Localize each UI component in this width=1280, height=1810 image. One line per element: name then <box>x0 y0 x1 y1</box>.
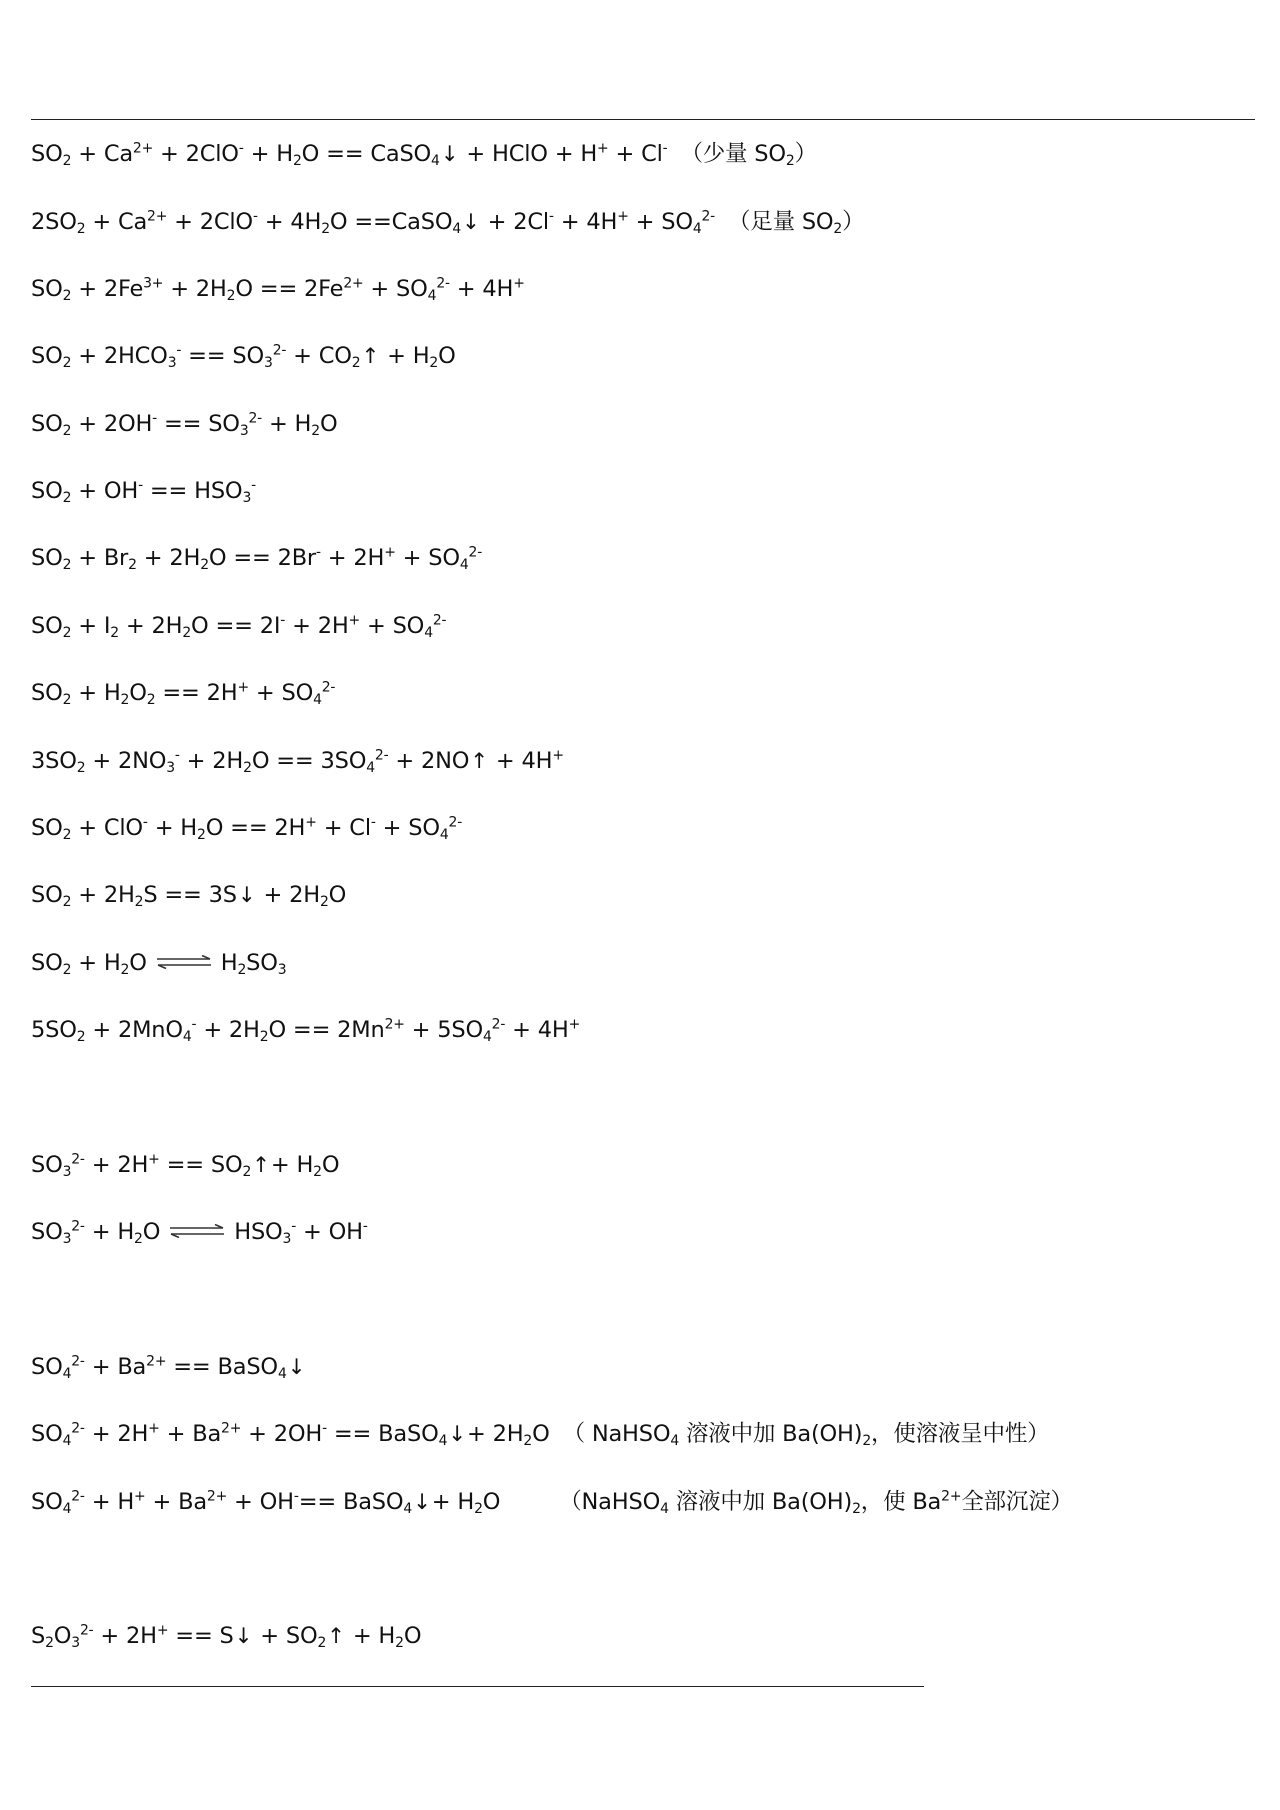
equation-line: $S_2O_3^{2-} + 2H^+$ == S↓ + $SO_2↑ + H_2O$ <box>31 1622 422 1651</box>
equation-line: $SO_2 + Ca^{2+} + 2ClO^- + H_2O$ == CaSO$_4$↓ + HClO + H+ + Cl- （少量 $SO_2$） <box>31 140 817 169</box>
equation-line: $SO_4^{2-} + Ba^{2+}$ == BaSO$_4$↓ <box>31 1353 306 1382</box>
equation-line: $SO_3^{2-} + H_2O$ $HSO_3^- + OH^-$ <box>31 1218 368 1247</box>
equation-line: $5SO_2 + 2MnO_4^- + 2H_2O == 2Mn^{2+} + 5SO_4^{2-} + 4H^+$ <box>31 1016 581 1045</box>
equation-line: $SO_3^{2-} + 2H^+$ == $SO_2↑+ H_2O$ <box>31 1151 340 1180</box>
equation-line: $SO_4^{2-} + H^+ + Ba^{2+} + OH^-==$ BaSO$_4$↓+ $H_2O$ （NaHSO$_4$ 溶液中加 $Ba(OH)_2$，使 $Ba^{2+}$全部沉淀） <box>31 1488 1073 1517</box>
equation-line: $SO_2 + I_2 + 2H_2O == 2I^- + 2H^+ + SO_4^{2-}$ <box>31 612 447 641</box>
equation-line: $SO_2 + Br_2 + 2H_2O == 2Br^- + 2H^+ + SO_4^{2-}$ <box>31 544 483 573</box>
equilibrium-arrow-icon <box>168 1224 226 1238</box>
equation-line: $SO_2 + 2H_2S$ == 3S↓ + $2H_2O$ <box>31 882 347 910</box>
equation-line: $SO_2 + 2HCO_3^- == SO_3^{2-}$ + $CO_2↑ + H_2O$ <box>31 342 456 371</box>
equation-line: $SO_2 + OH^- == HSO_3^-$ <box>31 477 256 506</box>
bottom-rule <box>31 1686 924 1687</box>
equation-line: $SO_2 + ClO^- + H_2O == 2H^+ + Cl^- + SO_4^{2-}$ <box>31 814 463 843</box>
equation-line: $2SO_2 + Ca^{2+} + 2ClO^- + 4H_2O$ ==CaSO$_4$↓ + $2Cl^- + 4H^+ + SO_4^{2-}$ （足量 $SO_2$） <box>31 208 865 237</box>
equation-line: $SO_2 + H_2O$ $H_2SO_3$ <box>31 950 287 978</box>
equation-line: $3SO_2 + 2NO_3^- + 2H_2O == 3SO_4^{2-}$ + 2NO↑ + 4H+ <box>31 747 564 776</box>
equilibrium-arrow-icon <box>155 955 213 969</box>
equation-line: $SO_4^{2-} + 2H^+ + Ba^{2+} + 2OH^-$ == BaSO$_4$↓+ $2H_2O$ （ NaHSO$_4$ 溶液中加 $Ba(OH)_2$，使溶液呈中性） <box>31 1420 1050 1449</box>
equation-line: $SO_2 + 2OH^- == SO_3^{2-} + H_2O$ <box>31 410 338 439</box>
equation-line: $SO_2 + H_2O_2 == 2H^+ + SO_4^{2-}$ <box>31 679 336 708</box>
top-rule <box>31 119 1255 120</box>
equation-line: $SO_2 + 2Fe^{3+} + 2H_2O == 2Fe^{2+} + SO_4^{2-} + 4H^+$ <box>31 275 525 304</box>
